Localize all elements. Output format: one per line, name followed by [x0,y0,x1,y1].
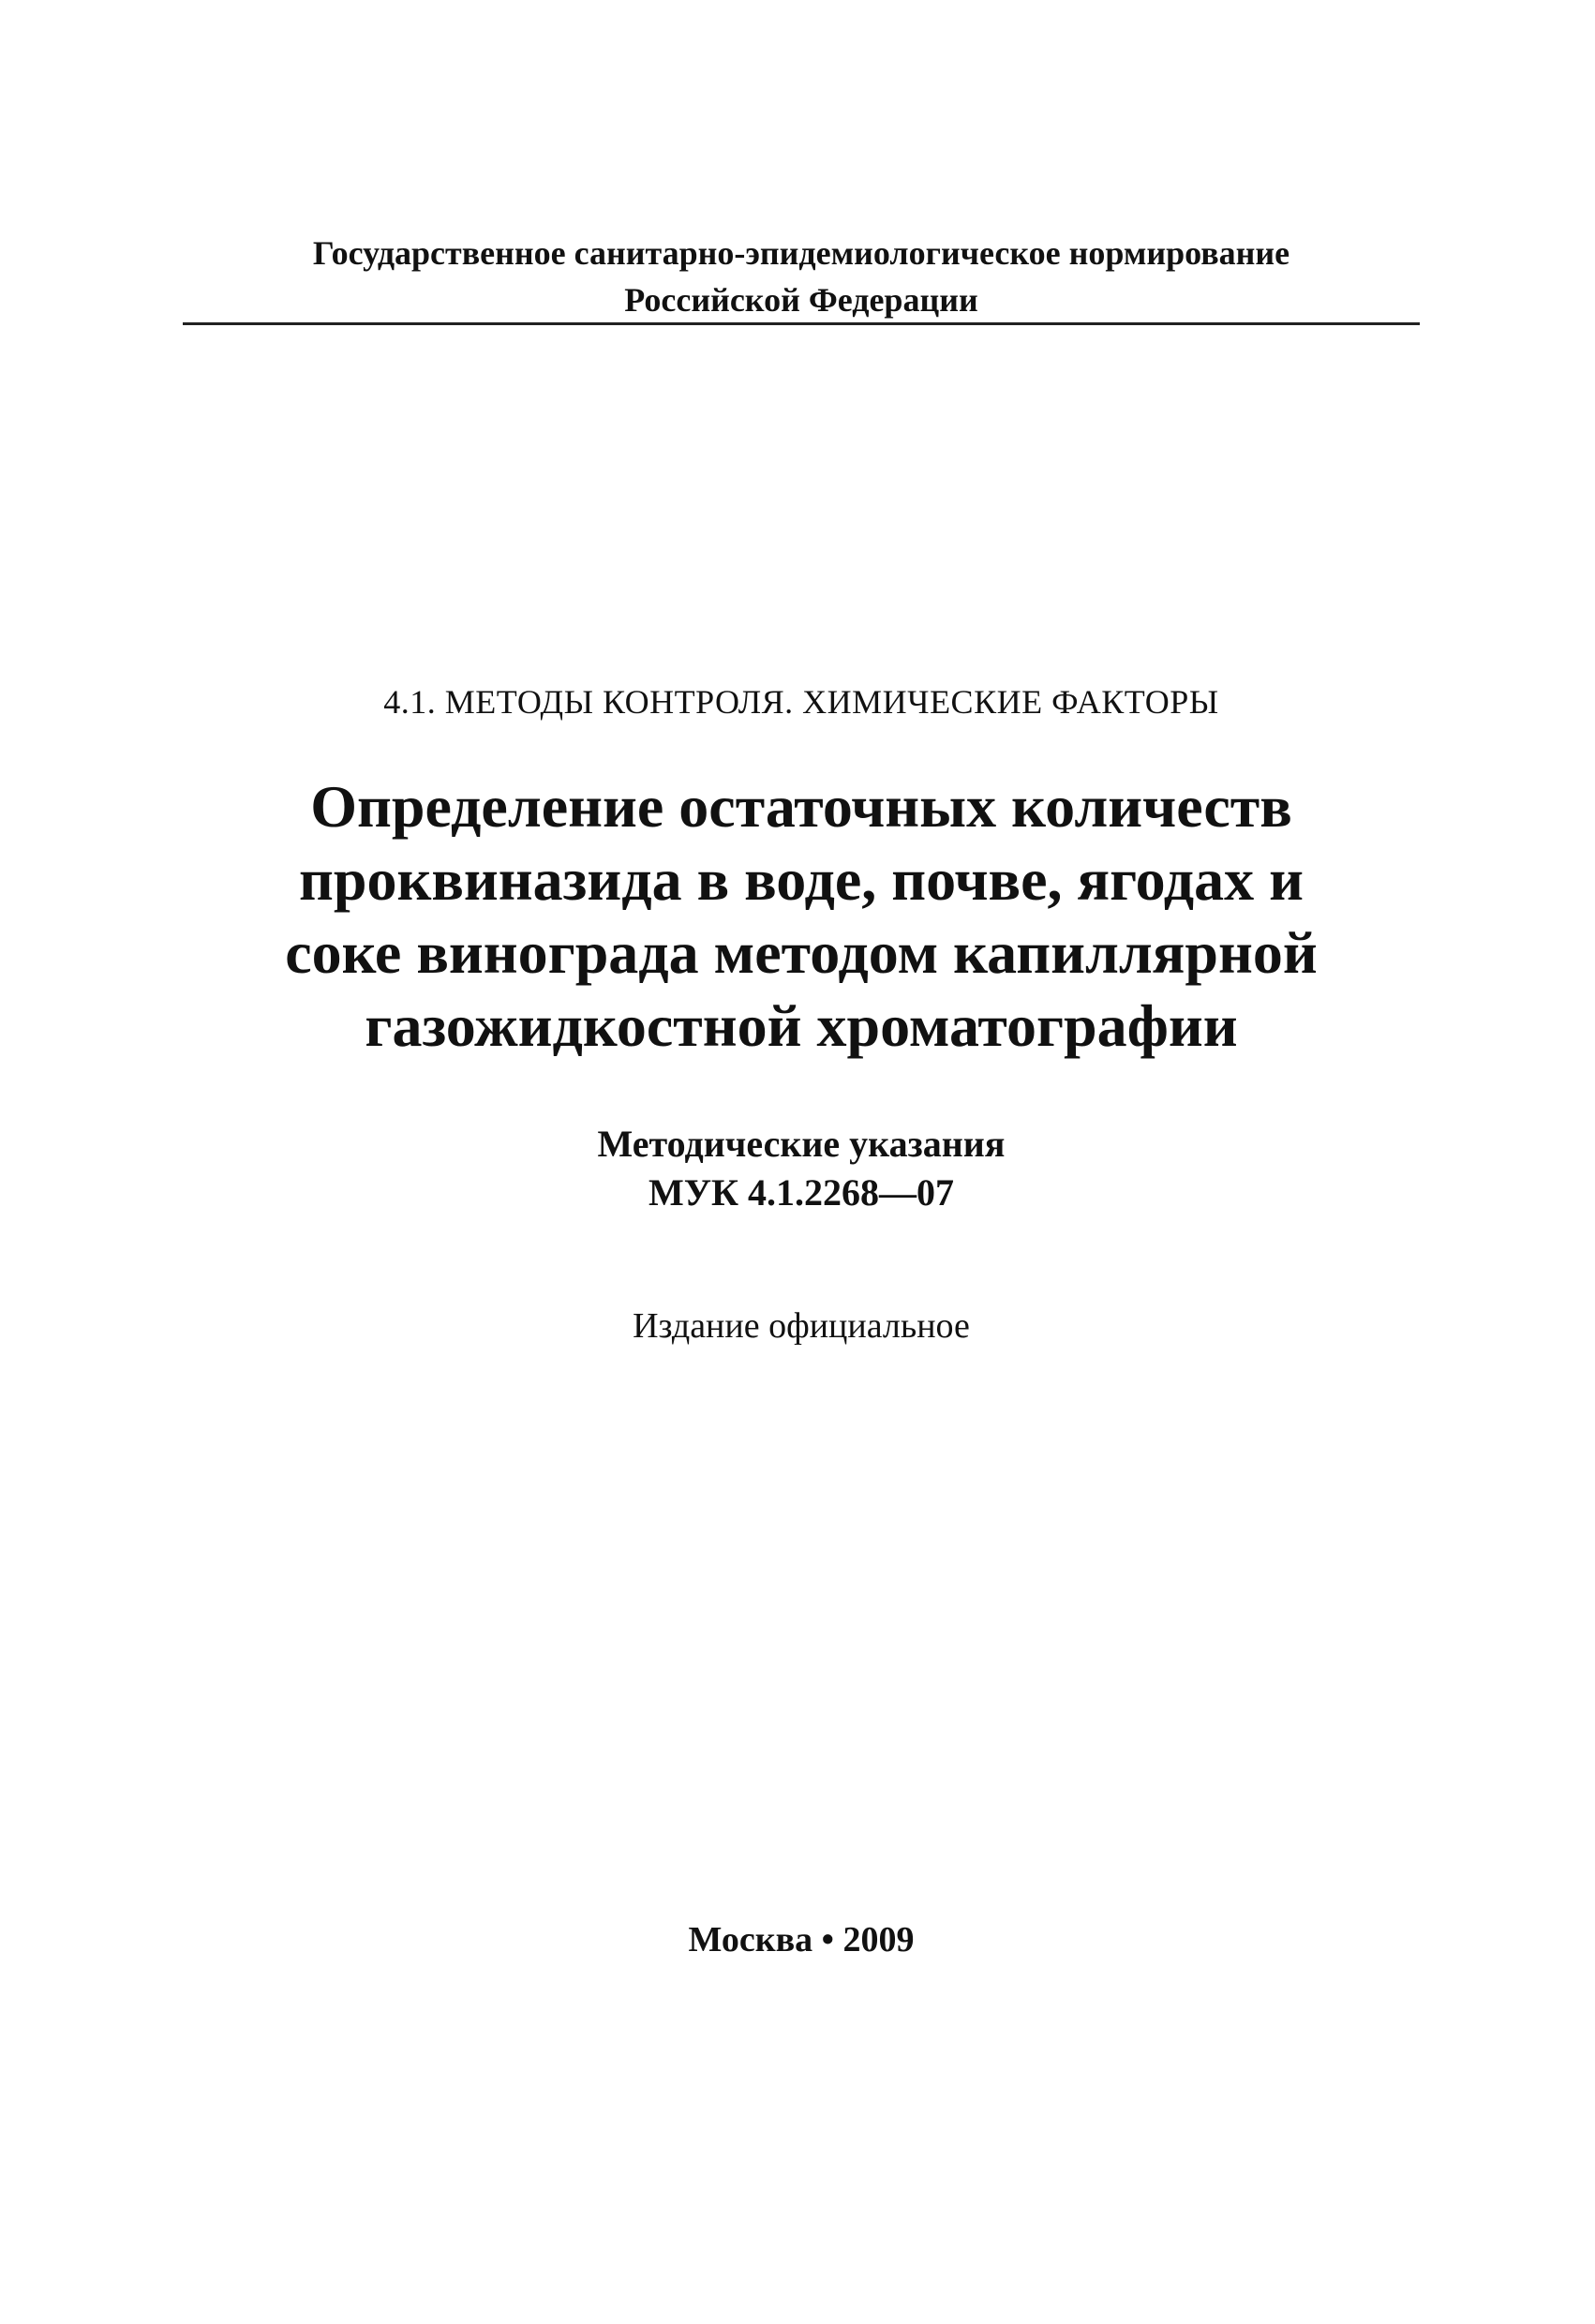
series-heading: 4.1. МЕТОДЫ КОНТРОЛЯ. ХИМИЧЕСКИЕ ФАКТОРЫ [383,683,1219,721]
title-line-4: газожидкостной хроматографии [365,992,1238,1059]
document-type [183,1120,1420,1217]
title-line-1: Определение остаточных количеств [310,773,1292,840]
issuer-header [183,230,1420,323]
header-divider [183,322,1420,325]
document-title [187,770,1415,1063]
issuer-line-2: Российской Федерации [624,281,978,319]
document-code: МУК 4.1.2268—07 [648,1171,955,1214]
title-line-3: соке винограда методом капиллярной [285,919,1318,986]
imprint: Москва • 2009 [688,1920,915,1959]
document-type-label: Методические указания [597,1123,1006,1165]
title-line-2: проквиназида в воде, почве, ягодах и [298,846,1304,913]
issuer-line-1: Государственное санитарно-эпидемиологическое нормирование [312,234,1290,272]
edition-note: Издание официальное [633,1306,970,1346]
